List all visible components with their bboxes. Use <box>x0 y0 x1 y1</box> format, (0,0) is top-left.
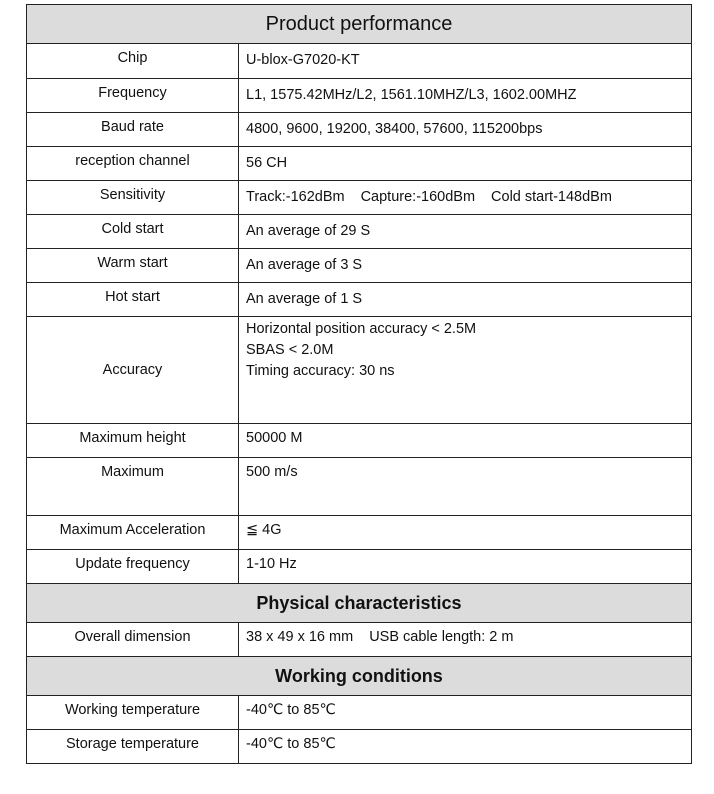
spec-row-frequency <box>27 79 692 113</box>
spec-row-overall-dimension <box>27 623 692 657</box>
dimension-value: 38 x 49 x 16 mm <box>246 629 354 645</box>
spec-label: Overall dimension <box>27 623 239 657</box>
spec-value: -40℃ to 85℃ <box>239 730 692 764</box>
section-header-physical <box>27 584 692 623</box>
spec-label: Maximum <box>27 458 239 516</box>
sensitivity-cold-start: Cold start-148dBm <box>491 189 612 205</box>
spec-value: An average of 29 S <box>239 215 692 249</box>
accuracy-line: Horizontal position accuracy < 2.5M <box>246 321 477 337</box>
spec-label: Storage temperature <box>27 730 239 764</box>
spec-value: -40℃ to 85℃ <box>239 696 692 730</box>
spec-label: Maximum Acceleration <box>27 516 239 550</box>
spec-label: Update frequency <box>27 550 239 584</box>
spec-label: reception channel <box>27 147 239 181</box>
spec-value: U-blox-G7020-KT <box>239 44 692 79</box>
spec-value: An average of 3 S <box>239 249 692 283</box>
spec-row-maximum-acceleration <box>27 516 692 550</box>
spec-row-storage-temperature <box>27 730 692 764</box>
spec-row-working-temperature <box>27 696 692 730</box>
section-header-working <box>27 657 692 696</box>
spec-label: Accuracy <box>27 317 239 424</box>
spec-row-baud-rate <box>27 113 692 147</box>
accuracy-line: SBAS < 2.0M <box>246 342 334 358</box>
section-title: Product performance <box>27 5 692 44</box>
spec-label: Warm start <box>27 249 239 283</box>
spec-row-reception-channel <box>27 147 692 181</box>
spec-row-warm-start <box>27 249 692 283</box>
sensitivity-capture: Capture:-160dBm <box>360 189 476 205</box>
spec-row-maximum-speed <box>27 458 692 516</box>
spec-value: 50000 M <box>239 424 692 458</box>
spec-row-accuracy <box>27 317 692 424</box>
spec-row-sensitivity <box>27 181 692 215</box>
spec-value: 500 m/s <box>239 458 692 516</box>
spec-value <box>239 181 692 215</box>
section-title: Working conditions <box>27 657 692 696</box>
spec-label: Working temperature <box>27 696 239 730</box>
spec-label: Maximum height <box>27 424 239 458</box>
sensitivity-track: Track:-162dBm <box>246 189 345 205</box>
cable-length-value: USB cable length: 2 m <box>369 629 514 645</box>
spec-label: Chip <box>27 44 239 79</box>
accuracy-line: Timing accuracy: 30 ns <box>246 363 395 379</box>
section-title: Physical characteristics <box>27 584 692 623</box>
spec-table <box>26 4 692 764</box>
spec-value: 56 CH <box>239 147 692 181</box>
spec-row-maximum-height <box>27 424 692 458</box>
spec-value <box>239 317 692 424</box>
spec-value <box>239 623 692 657</box>
section-header-performance <box>27 5 692 44</box>
spec-value: An average of 1 S <box>239 283 692 317</box>
spec-row-cold-start <box>27 215 692 249</box>
spec-label: Sensitivity <box>27 181 239 215</box>
spec-label: Baud rate <box>27 113 239 147</box>
spec-row-hot-start <box>27 283 692 317</box>
spec-value: 4800, 9600, 19200, 38400, 57600, 115200bps <box>239 113 692 147</box>
spec-label: Hot start <box>27 283 239 317</box>
spec-value: ≦ 4G <box>239 516 692 550</box>
spec-label: Frequency <box>27 79 239 113</box>
spec-value: 1-10 Hz <box>239 550 692 584</box>
spec-row-chip <box>27 44 692 79</box>
spec-value: L1, 1575.42MHz/L2, 1561.10MHZ/L3, 1602.00MHZ <box>239 79 692 113</box>
spec-row-update-frequency <box>27 550 692 584</box>
spec-label: Cold start <box>27 215 239 249</box>
